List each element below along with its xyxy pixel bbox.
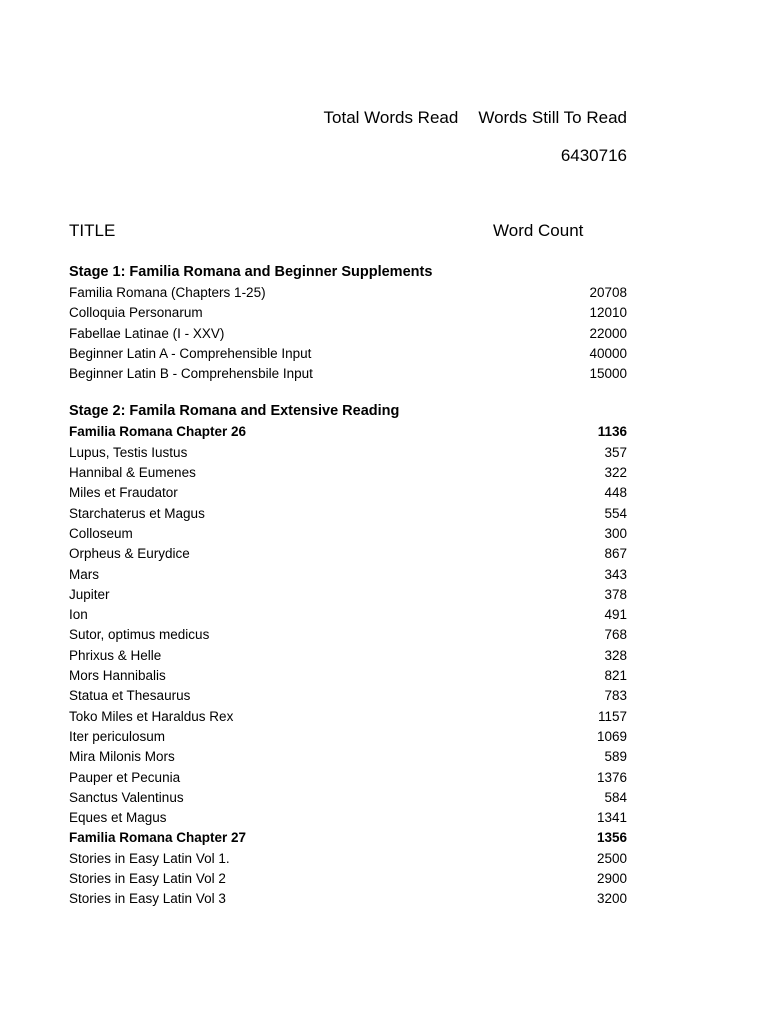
table-row bbox=[69, 283, 627, 303]
table-row bbox=[69, 666, 627, 686]
row-word-count: 768 bbox=[604, 627, 627, 643]
stage-section bbox=[69, 401, 627, 909]
row-word-count: 1136 bbox=[597, 424, 627, 440]
table-row bbox=[69, 585, 627, 605]
row-title: Starchaterus et Magus bbox=[69, 505, 205, 521]
row-title: Familia Romana (Chapters 1-25) bbox=[69, 285, 266, 300]
row-title: Sutor, optimus medicus bbox=[69, 627, 210, 643]
table-row bbox=[69, 504, 627, 524]
row-title: Orpheus & Eurydice bbox=[69, 546, 190, 562]
table-row bbox=[69, 808, 627, 828]
row-word-count: 1157 bbox=[597, 708, 627, 724]
row-title: Iter periculosum bbox=[69, 728, 166, 744]
table-row bbox=[69, 344, 627, 364]
row-title: Fabellae Latinae (I - XXV) bbox=[69, 325, 225, 341]
table-row bbox=[69, 422, 627, 442]
table-row bbox=[69, 747, 627, 767]
row-title: Beginner Latin B - Comprehensbile Input bbox=[69, 366, 313, 382]
row-title: Jupiter bbox=[69, 586, 110, 602]
stage-section bbox=[69, 262, 627, 384]
row-title: Statua et Thesaurus bbox=[69, 688, 191, 704]
row-title: Lupus, Testis Iustus bbox=[69, 444, 188, 460]
table-row bbox=[69, 324, 627, 344]
row-title: Mars bbox=[69, 566, 99, 582]
row-word-count: 20708 bbox=[589, 285, 627, 300]
table-row bbox=[69, 303, 627, 323]
row-word-count: 22000 bbox=[589, 325, 627, 341]
row-title: Stories in Easy Latin Vol 2 bbox=[69, 871, 226, 887]
table-row bbox=[69, 646, 627, 666]
table-row bbox=[69, 707, 627, 727]
table-row bbox=[69, 727, 627, 747]
row-word-count: 867 bbox=[604, 546, 627, 562]
row-word-count: 1376 bbox=[596, 769, 627, 785]
row-word-count: 2900 bbox=[596, 871, 627, 887]
table-row bbox=[69, 483, 627, 503]
row-title: Toko Miles et Haraldus Rex bbox=[69, 708, 234, 724]
words-still-to-read-label: Words Still To Read bbox=[478, 108, 627, 127]
row-word-count: 491 bbox=[604, 607, 627, 623]
row-word-count: 12010 bbox=[589, 305, 627, 321]
table-row bbox=[69, 869, 627, 889]
summary-headers bbox=[324, 107, 627, 129]
table-row bbox=[69, 364, 627, 384]
table-row bbox=[69, 849, 627, 869]
row-word-count: 343 bbox=[604, 566, 627, 582]
row-title: Mors Hannibalis bbox=[69, 668, 166, 684]
table-row bbox=[69, 828, 627, 848]
row-word-count: 783 bbox=[604, 688, 627, 704]
table-row bbox=[69, 524, 627, 544]
title-column-header: TITLE bbox=[69, 221, 116, 240]
table-row bbox=[69, 889, 627, 909]
table-row bbox=[69, 625, 627, 645]
row-word-count: 1356 bbox=[596, 830, 627, 846]
table-row bbox=[69, 565, 627, 585]
row-title: Familia Romana Chapter 26 bbox=[69, 424, 247, 440]
table-row bbox=[69, 463, 627, 483]
row-word-count: 1341 bbox=[596, 810, 627, 826]
row-title: Ion bbox=[69, 607, 88, 623]
row-word-count: 322 bbox=[604, 465, 627, 481]
row-word-count: 589 bbox=[604, 749, 627, 765]
row-word-count: 328 bbox=[604, 647, 627, 663]
total-words-read-label: Total Words Read bbox=[323, 108, 459, 127]
row-title: Hannibal & Eumenes bbox=[69, 465, 196, 481]
row-word-count: 300 bbox=[604, 525, 627, 541]
table-row bbox=[69, 788, 627, 808]
row-title: Sanctus Valentinus bbox=[69, 789, 184, 805]
row-title: Mira Milonis Mors bbox=[69, 749, 175, 765]
row-title: Familia Romana Chapter 27 bbox=[69, 830, 247, 846]
row-word-count: 3200 bbox=[596, 891, 627, 907]
row-title: Eques et Magus bbox=[69, 810, 167, 826]
table-row bbox=[69, 686, 627, 706]
row-word-count: 1069 bbox=[596, 728, 627, 744]
row-word-count: 357 bbox=[604, 444, 627, 460]
stage-heading: Stage 1: Familia Romana and Beginner Supplements bbox=[69, 264, 433, 280]
reading-table bbox=[69, 262, 627, 910]
row-word-count: 40000 bbox=[589, 345, 627, 361]
table-row bbox=[69, 544, 627, 564]
row-word-count: 378 bbox=[604, 586, 627, 602]
table-row bbox=[69, 443, 627, 463]
row-word-count: 15000 bbox=[589, 366, 627, 382]
row-word-count: 554 bbox=[604, 505, 627, 521]
row-title: Stories in Easy Latin Vol 3 bbox=[69, 891, 226, 907]
stage-heading: Stage 2: Famila Romana and Extensive Reading bbox=[69, 403, 400, 420]
row-title: Pauper et Pecunia bbox=[69, 769, 181, 785]
row-title: Colloseum bbox=[69, 525, 133, 541]
row-title: Colloquia Personarum bbox=[69, 305, 203, 321]
row-title: Phrixus & Helle bbox=[69, 647, 162, 663]
row-word-count: 2500 bbox=[596, 850, 627, 866]
word-count-column-header: Word Count bbox=[493, 221, 584, 240]
row-title: Miles et Fraudator bbox=[69, 485, 178, 501]
words-still-to-read-value: 6430716 bbox=[560, 146, 627, 165]
table-row bbox=[69, 768, 627, 788]
row-title: Beginner Latin A - Comprehensible Input bbox=[69, 345, 312, 361]
row-word-count: 448 bbox=[604, 485, 627, 501]
row-word-count: 584 bbox=[604, 789, 627, 805]
row-word-count: 821 bbox=[604, 668, 627, 684]
table-row bbox=[69, 605, 627, 625]
row-title: Stories in Easy Latin Vol 1. bbox=[69, 850, 230, 866]
